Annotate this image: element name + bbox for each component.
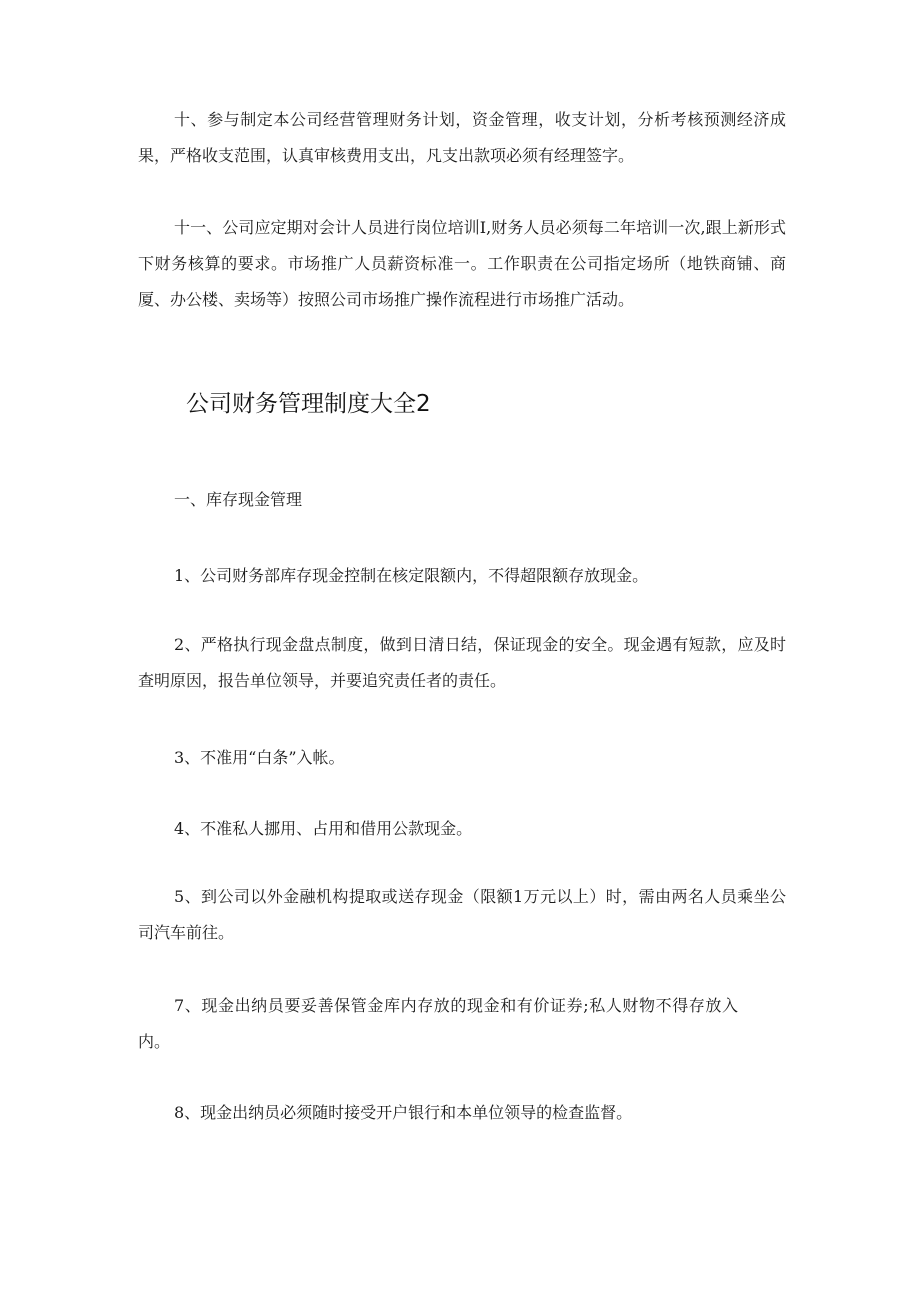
paragraph-item-11: 十一、公司应定期对会计人员进行岗位培训I,财务人员必须每二年培训一次,跟上新形式下财务核算的要求。市场推广人员薪资标准一。工作职责在公司指定场所（地铁商铺、商厦、办公楼、卖场等）按照公司市场推广操作流程进行市场推广活动。: [138, 218, 786, 309]
list-item-7: 7、现金出纳员要妥善保管金库内存放的现金和有价证券;私人财物不得存放入内。: [138, 996, 738, 1051]
list-item-3: 3、不准用“白条”入帐。: [174, 748, 345, 767]
list-item-2: 2、严格执行现金盘点制度，做到日清日结，保证现金的安全。现金遇有短款，应及时查明原因，报告单位领导，并要追究责任者的责任。: [138, 635, 786, 690]
list-item-8: 8、现金出纳员必须随时接受开户银行和本单位领导的检查监督。: [174, 1103, 633, 1122]
list-item-5: 5、到公司以外金融机构提取或送存现金（限额1万元以上）时，需由两名人员乘坐公司汽车前往。: [138, 887, 786, 942]
list-item-4: 4、不准私人挪用、占用和借用公款现金。: [174, 819, 473, 838]
paragraph-item-10: 十、参与制定本公司经营管理财务计划，资金管理，收支计划，分析考核预测经济成果，严格收支范围，认真审核费用支出，凡支出款项必须有经理签字。: [138, 110, 786, 165]
section-title: 公司财务管理制度大全2: [186, 391, 431, 417]
section-subheading: 一、库存现金管理: [174, 490, 303, 509]
list-item-1: 1、公司财务部库存现金控制在核定限额内，不得超限额存放现金。: [174, 566, 649, 585]
